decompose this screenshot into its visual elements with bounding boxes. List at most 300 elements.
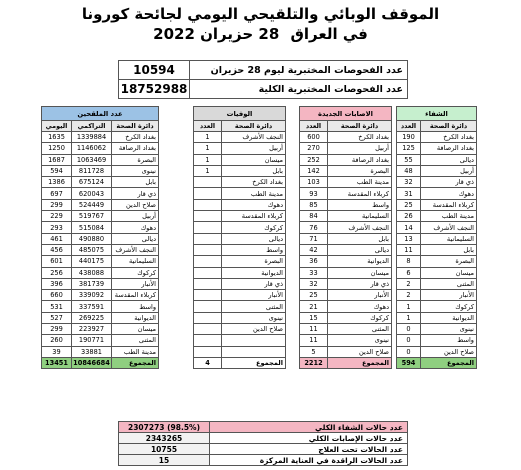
- deaths-count-cell: [194, 267, 222, 278]
- vaccinated-row: [42, 335, 159, 346]
- vaccinated-cumulative-cell: 490880: [72, 233, 112, 244]
- vaccinated-department-cell: ذي قار: [112, 188, 159, 199]
- vaccinated-cumulative-cell: 811728: [72, 165, 112, 176]
- deaths-count-cell: 1: [194, 132, 222, 143]
- vaccinated-row: [42, 324, 159, 335]
- deaths-row: [194, 165, 286, 176]
- vaccinated-row: [42, 267, 159, 278]
- recovery-count-cell: 0: [397, 335, 421, 346]
- vaccinated-row: [42, 244, 159, 255]
- deaths-count-cell: [194, 233, 222, 244]
- new-cases-table: [299, 106, 392, 369]
- recovery-count-cell: 2: [397, 290, 421, 301]
- new-cases-count-cell: 32: [300, 278, 328, 289]
- title-line-2: [0, 24, 521, 44]
- deaths-department-cell: كربلاء المقدسة: [222, 211, 286, 222]
- vaccinated-daily-cell: 299: [42, 199, 72, 210]
- vaccinated-total-daily: 13451: [42, 357, 72, 368]
- deaths-count-cell: [194, 222, 222, 233]
- new-cases-count-cell: 36: [300, 256, 328, 267]
- deaths-total-label: المجموع: [222, 357, 286, 368]
- recovery-row: [397, 267, 477, 278]
- new-cases-row: [300, 199, 392, 210]
- vaccinated-department-cell: السليمانية: [112, 256, 159, 267]
- vaccinated-cumulative-cell: 515084: [72, 222, 112, 233]
- recovery-row: [397, 278, 477, 289]
- vaccinated-department-cell: أربيل: [112, 211, 159, 222]
- summary-row: [119, 422, 408, 433]
- vaccinated-row: [42, 199, 159, 210]
- new-cases-row: [300, 132, 392, 143]
- deaths-row: [194, 256, 286, 267]
- recovery-department-cell: أربيل: [421, 165, 477, 176]
- total-cases-value: 2343265: [119, 433, 210, 444]
- title-country: في العراق: [290, 25, 368, 43]
- deaths-department-header: دائرة الصحة: [222, 121, 286, 132]
- new-cases-count-cell: 42: [300, 244, 328, 255]
- recovery-count-cell: 13: [397, 233, 421, 244]
- recovery-department-cell: ميسان: [421, 267, 477, 278]
- vaccinated-daily-cell: 697: [42, 188, 72, 199]
- recovery-row: [397, 211, 477, 222]
- total-recovered-label: عدد حالات الشفاء الكلي: [210, 422, 408, 433]
- new-cases-count-cell: 11: [300, 324, 328, 335]
- vaccinated-department-header: دائرة الصحة: [112, 121, 159, 132]
- recovery-count-header: العدد: [397, 121, 421, 132]
- new-cases-count-cell: 15: [300, 312, 328, 323]
- new-cases-row: [300, 290, 392, 301]
- vaccinated-daily-cell: 39: [42, 346, 72, 357]
- deaths-row: [194, 211, 286, 222]
- new-cases-department-cell: بغداد الكرخ: [328, 132, 392, 143]
- vaccinated-department-cell: ميسان: [112, 324, 159, 335]
- recovery-department-cell: الديوانية: [421, 312, 477, 323]
- vaccinated-daily-cell: 1250: [42, 143, 72, 154]
- summary-row: [119, 433, 408, 444]
- new-cases-department-cell: كربلاء المقدسة: [328, 188, 392, 199]
- vaccinated-row: [42, 301, 159, 312]
- vaccinated-total-cumulative: 10846684: [73, 359, 110, 368]
- deaths-row: [194, 335, 286, 346]
- deaths-department-cell: النجف الأشرف: [222, 132, 286, 143]
- recovery-row: [397, 132, 477, 143]
- deaths-department-cell: بابل: [222, 165, 286, 176]
- recovery-department-cell: دهوك: [421, 188, 477, 199]
- vaccinated-cumulative-cell: 440175: [72, 256, 112, 267]
- recovery-count-cell: 6: [397, 267, 421, 278]
- vaccinated-row: [42, 256, 159, 267]
- deaths-row: [194, 324, 286, 335]
- total-tests-label: عدد الفحوصات المختبرية الكلية: [190, 80, 408, 99]
- vaccinated-department-cell: ديالى: [112, 233, 159, 244]
- deaths-row: [194, 233, 286, 244]
- recovery-department-cell: واسط: [421, 335, 477, 346]
- deaths-count-cell: [194, 312, 222, 323]
- vaccinated-daily-cell: 396: [42, 278, 72, 289]
- vaccinated-row: [42, 132, 159, 143]
- recovery-count-cell: 11: [397, 244, 421, 255]
- vaccinated-daily-cell: 1687: [42, 154, 72, 165]
- deaths-row: [194, 244, 286, 255]
- vaccinated-row: [42, 211, 159, 222]
- vaccinated-cumulative-cell: 339092: [72, 290, 112, 301]
- recovery-department-cell: ديالى: [421, 154, 477, 165]
- recovery-total-label: المجموع: [421, 357, 477, 368]
- vaccinated-row: [42, 165, 159, 176]
- new-cases-row: [300, 312, 392, 323]
- deaths-row: [194, 154, 286, 165]
- deaths-row: [194, 222, 286, 233]
- new-cases-row: [300, 211, 392, 222]
- deaths-count-cell: [194, 301, 222, 312]
- new-cases-row: [300, 244, 392, 255]
- recovery-total: 594: [397, 357, 421, 368]
- vaccinated-row: [42, 233, 159, 244]
- icu-value: 15: [119, 455, 210, 466]
- new-cases-row: [300, 143, 392, 154]
- deaths-department-cell: الأنبار: [222, 290, 286, 301]
- vaccinated-cumulative-cell: 337591: [72, 301, 112, 312]
- deaths-department-cell: دهوك: [222, 199, 286, 210]
- deaths-department-cell: ذي قار: [222, 278, 286, 289]
- new-cases-department-cell: السليمانية: [328, 211, 392, 222]
- recovery-row: [397, 290, 477, 301]
- vaccinated-row: [42, 312, 159, 323]
- deaths-department-cell: صلاح الدين: [222, 324, 286, 335]
- vaccinated-cumulative-cell: 190771: [72, 335, 112, 346]
- deaths-department-cell: [222, 346, 286, 357]
- new-cases-row: [300, 278, 392, 289]
- recovery-department-cell: بغداد الكرخ: [421, 132, 477, 143]
- vaccinated-cumulative-cell: 381739: [72, 278, 112, 289]
- recovery-department-cell: السليمانية: [421, 233, 477, 244]
- deaths-total: 4: [194, 357, 222, 368]
- new-cases-department-cell: النجف الأشرف: [328, 222, 392, 233]
- new-cases-row: [300, 324, 392, 335]
- vaccinated-header: عدد الملقحين: [42, 107, 159, 121]
- deaths-department-cell: مدينة الطب: [222, 188, 286, 199]
- recovery-department-cell: كربلاء المقدسة: [421, 199, 477, 210]
- deaths-department-cell: أربيل: [222, 143, 286, 154]
- deaths-department-cell: ديالى: [222, 233, 286, 244]
- vaccinated-department-cell: النجف الأشرف: [112, 244, 159, 255]
- new-cases-count-cell: 252: [300, 154, 328, 165]
- summary-row: [119, 455, 408, 466]
- vaccinated-daily-cell: 461: [42, 233, 72, 244]
- vaccinated-department-cell: الديوانية: [112, 312, 159, 323]
- overall-summary-table: [118, 421, 408, 466]
- recovery-department-cell: بابل: [421, 244, 477, 255]
- vaccinated-cumulative-cell: 485075: [72, 244, 112, 255]
- recovery-header: الشفاء: [397, 107, 477, 121]
- vaccinated-department-cell: مدينة الطب: [112, 346, 159, 357]
- new-cases-count-cell: 5: [300, 346, 328, 357]
- recovery-count-cell: 26: [397, 211, 421, 222]
- new-cases-count-cell: 71: [300, 233, 328, 244]
- recovery-department-cell: النجف الأشرف: [421, 222, 477, 233]
- daily-tests-row: [119, 61, 408, 80]
- title-date: 28 حزيران 2022: [153, 25, 280, 43]
- vaccinated-daily-cell: 256: [42, 267, 72, 278]
- vaccinated-total-label: المجموع: [112, 357, 159, 368]
- recovery-count-cell: 0: [397, 346, 421, 357]
- recovery-row: [397, 346, 477, 357]
- vaccinated-daily-cell: 299: [42, 324, 72, 335]
- recovery-department-cell: الأنبار: [421, 290, 477, 301]
- new-cases-department-cell: البصرة: [328, 165, 392, 176]
- recovery-department-cell: ذي قار: [421, 177, 477, 188]
- deaths-count-cell: [194, 188, 222, 199]
- total-tests-value: 18752988: [119, 80, 190, 99]
- recovery-row: [397, 143, 477, 154]
- new-cases-row: [300, 233, 392, 244]
- recovery-row: [397, 222, 477, 233]
- vaccinated-cumulative-cell: 620043: [72, 188, 112, 199]
- recovery-count-cell: 2: [397, 278, 421, 289]
- vaccinated-daily-cell: 527: [42, 312, 72, 323]
- new-cases-count-cell: 11: [300, 335, 328, 346]
- deaths-row: [194, 290, 286, 301]
- vaccinated-department-cell: البصرة: [112, 154, 159, 165]
- vaccinated-department-cell: صلاح الدين: [112, 199, 159, 210]
- deaths-count-cell: [194, 177, 222, 188]
- deaths-count-cell: [194, 290, 222, 301]
- tests-summary-table: [118, 60, 408, 99]
- recovery-count-cell: 31: [397, 188, 421, 199]
- recovery-count-cell: 8: [397, 256, 421, 267]
- new-cases-count-cell: 93: [300, 188, 328, 199]
- new-cases-department-cell: صلاح الدين: [328, 346, 392, 357]
- new-cases-department-cell: ديالى: [328, 244, 392, 255]
- new-cases-row: [300, 346, 392, 357]
- recovery-table: [396, 106, 477, 369]
- recovery-department-cell: بغداد الرصافة: [421, 143, 477, 154]
- new-cases-count-header: العدد: [300, 121, 328, 132]
- recovery-count-cell: 0: [397, 324, 421, 335]
- deaths-row: [194, 346, 286, 357]
- vaccinated-cumulative-header: التراكمي: [72, 121, 112, 132]
- vaccinated-daily-cell: 594: [42, 165, 72, 176]
- new-cases-row: [300, 188, 392, 199]
- deaths-count-cell: 1: [194, 165, 222, 176]
- vaccinated-row: [42, 154, 159, 165]
- new-cases-count-cell: 84: [300, 211, 328, 222]
- new-cases-row: [300, 301, 392, 312]
- recovery-row: [397, 244, 477, 255]
- new-cases-count-cell: 270: [300, 143, 328, 154]
- recovery-row: [397, 177, 477, 188]
- deaths-count-header: العدد: [194, 121, 222, 132]
- vaccinated-daily-cell: 531: [42, 301, 72, 312]
- recovery-row: [397, 165, 477, 176]
- new-cases-row: [300, 177, 392, 188]
- deaths-row: [194, 199, 286, 210]
- deaths-count-cell: [194, 335, 222, 346]
- recovery-row: [397, 188, 477, 199]
- vaccinated-row: [42, 188, 159, 199]
- deaths-department-cell: كركوك: [222, 222, 286, 233]
- deaths-count-cell: [194, 278, 222, 289]
- vaccinated-daily-cell: 1635: [42, 132, 72, 143]
- deaths-count-cell: [194, 346, 222, 357]
- deaths-row: [194, 312, 286, 323]
- recovery-row: [397, 154, 477, 165]
- vaccinated-cumulative-cell: 519767: [72, 211, 112, 222]
- recovery-department-cell: نينوى: [421, 324, 477, 335]
- vaccinated-cumulative-cell: 269225: [72, 312, 112, 323]
- vaccinated-row: [42, 290, 159, 301]
- new-cases-count-cell: 21: [300, 301, 328, 312]
- vaccinated-daily-header: اليومي: [42, 121, 72, 132]
- daily-tests-label: عدد الفحوصات المختبرية ليوم 28 حزيران: [190, 61, 408, 80]
- new-cases-row: [300, 165, 392, 176]
- new-cases-department-cell: كركوك: [328, 312, 392, 323]
- deaths-row: [194, 143, 286, 154]
- new-cases-department-cell: مدينة الطب: [328, 177, 392, 188]
- vaccinated-cumulative-cell: 223927: [72, 324, 112, 335]
- vaccinated-cumulative-cell: 524449: [72, 199, 112, 210]
- total-recovered-value: 2307273 (98.5%): [119, 422, 210, 433]
- deaths-row: [194, 177, 286, 188]
- new-cases-department-cell: نينوى: [328, 335, 392, 346]
- recovery-count-cell: 1: [397, 312, 421, 323]
- recovery-row: [397, 199, 477, 210]
- deaths-count-cell: [194, 256, 222, 267]
- vaccinated-cumulative-cell: 438088: [72, 267, 112, 278]
- deaths-table: [193, 106, 286, 369]
- vaccinated-cumulative-cell: 1339884: [72, 132, 112, 143]
- recovery-department-cell: صلاح الدين: [421, 346, 477, 357]
- recovery-count-cell: 14: [397, 222, 421, 233]
- deaths-count-cell: 1: [194, 154, 222, 165]
- vaccinated-daily-cell: 293: [42, 222, 72, 233]
- recovery-department-cell: كركوك: [421, 301, 477, 312]
- vaccinated-daily-cell: 660: [42, 290, 72, 301]
- recovery-count-cell: 190: [397, 132, 421, 143]
- vaccinated-department-cell: دهوك: [112, 222, 159, 233]
- vaccinated-daily-cell: 601: [42, 256, 72, 267]
- deaths-row: [194, 132, 286, 143]
- recovery-row: [397, 312, 477, 323]
- new-cases-count-cell: 103: [300, 177, 328, 188]
- new-cases-row: [300, 154, 392, 165]
- vaccinated-daily-cell: 1386: [42, 177, 72, 188]
- recovery-row: [397, 233, 477, 244]
- recovery-department-cell: مدينة الطب: [421, 211, 477, 222]
- deaths-department-cell: بغداد الكرخ: [222, 177, 286, 188]
- recovery-count-cell: 125: [397, 143, 421, 154]
- deaths-department-cell: [222, 335, 286, 346]
- deaths-row: [194, 267, 286, 278]
- new-cases-department-cell: ذي قار: [328, 278, 392, 289]
- new-cases-total: 2212: [300, 357, 328, 368]
- new-cases-count-cell: 33: [300, 267, 328, 278]
- recovery-row: [397, 256, 477, 267]
- new-cases-count-cell: 142: [300, 165, 328, 176]
- under-treatment-value: 10755: [119, 444, 210, 455]
- deaths-count-cell: 1: [194, 143, 222, 154]
- deaths-department-cell: نينوى: [222, 312, 286, 323]
- new-cases-count-cell: 85: [300, 199, 328, 210]
- vaccinated-department-cell: الأنبار: [112, 278, 159, 289]
- new-cases-total-label: المجموع: [328, 357, 392, 368]
- daily-tests-value: 10594: [119, 61, 190, 80]
- recovery-count-cell: 25: [397, 199, 421, 210]
- deaths-count-cell: [194, 324, 222, 335]
- new-cases-department-cell: المثنى: [328, 324, 392, 335]
- vaccinated-department-cell: بغداد الرصافة: [112, 143, 159, 154]
- report-title: [0, 4, 521, 44]
- icu-label: عدد الحالات الراقدة في العناية المركزة: [210, 455, 408, 466]
- new-cases-department-header: دائرة الصحة: [328, 121, 392, 132]
- recovery-count-cell: 1: [397, 301, 421, 312]
- recovery-department-header: دائرة الصحة: [421, 121, 477, 132]
- new-cases-department-cell: دهوك: [328, 301, 392, 312]
- new-cases-count-cell: 600: [300, 132, 328, 143]
- new-cases-count-cell: 76: [300, 222, 328, 233]
- recovery-row: [397, 324, 477, 335]
- total-cases-label: عدد حالات الإصابات الكلي: [210, 433, 408, 444]
- recovery-department-cell: البصرة: [421, 256, 477, 267]
- new-cases-header: الاصابات الجديدة: [300, 107, 392, 121]
- new-cases-department-cell: أربيل: [328, 143, 392, 154]
- vaccinated-row: [42, 222, 159, 233]
- recovery-count-cell: 32: [397, 177, 421, 188]
- new-cases-department-cell: بابل: [328, 233, 392, 244]
- vaccinated-daily-cell: 456: [42, 244, 72, 255]
- recovery-row: [397, 301, 477, 312]
- deaths-row: [194, 278, 286, 289]
- recovery-count-cell: 55: [397, 154, 421, 165]
- vaccinated-cumulative-cell: 675124: [72, 177, 112, 188]
- deaths-department-cell: ميسان: [222, 154, 286, 165]
- deaths-count-cell: [194, 199, 222, 210]
- title-line-1: الموقف الوبائي والتلقيحي اليومي لجائحة كورونا: [81, 5, 440, 23]
- new-cases-row: [300, 335, 392, 346]
- under-treatment-label: عدد الحالات تحت العلاج: [210, 444, 408, 455]
- vaccinated-department-cell: نينوى: [112, 165, 159, 176]
- new-cases-department-cell: الديوانية: [328, 256, 392, 267]
- vaccinated-table: [41, 106, 159, 369]
- recovery-department-cell: المثنى: [421, 278, 477, 289]
- vaccinated-daily-cell: 260: [42, 335, 72, 346]
- vaccinated-department-cell: بغداد الكرخ: [112, 132, 159, 143]
- deaths-department-cell: واسط: [222, 244, 286, 255]
- deaths-count-cell: [194, 244, 222, 255]
- new-cases-row: [300, 267, 392, 278]
- new-cases-department-cell: بغداد الرصافة: [328, 154, 392, 165]
- deaths-count-cell: [194, 211, 222, 222]
- vaccinated-cumulative-cell: 1146062: [72, 143, 112, 154]
- vaccinated-cumulative-cell: 1063469: [72, 154, 112, 165]
- recovery-row: [397, 335, 477, 346]
- vaccinated-department-cell: كربلاء المقدسة: [112, 290, 159, 301]
- vaccinated-department-cell: بابل: [112, 177, 159, 188]
- deaths-department-cell: البصرة: [222, 256, 286, 267]
- new-cases-count-cell: 25: [300, 290, 328, 301]
- vaccinated-row: [42, 278, 159, 289]
- vaccinated-department-cell: واسط: [112, 301, 159, 312]
- new-cases-row: [300, 222, 392, 233]
- total-tests-row: [119, 80, 408, 99]
- summary-row: [119, 444, 408, 455]
- recovery-count-cell: 48: [397, 165, 421, 176]
- deaths-row: [194, 188, 286, 199]
- deaths-department-cell: الديوانية: [222, 267, 286, 278]
- new-cases-department-cell: واسط: [328, 199, 392, 210]
- vaccinated-row: [42, 177, 159, 188]
- new-cases-department-cell: الأنبار: [328, 290, 392, 301]
